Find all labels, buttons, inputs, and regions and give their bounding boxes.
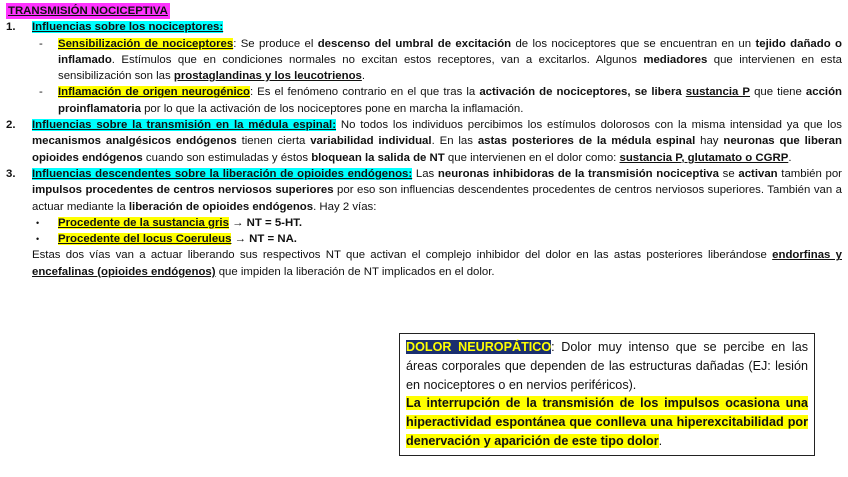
text: . (788, 151, 792, 164)
bold-text: bloquean la salida de NT (311, 151, 445, 164)
bold-text: astas posteriores de la médula espinal (477, 135, 696, 148)
item-2-heading: Influencias sobre la transmisión en la médula espinal: (32, 119, 337, 132)
text: por lo que la activación de los nociceptores pone en marcha la inflamación. (140, 102, 524, 115)
bold-underlined-text: sustancia P, glutamato o CGRP (619, 151, 789, 164)
bold-text: acción proinflamatoria (58, 86, 843, 115)
box-highlight: La interrupción de la transmisión de los impulsos ocasiona una hiperactividad espontánea que conlleva una hiperexcitabilidad por denervación y aparición de este tipo dolor (406, 396, 808, 448)
text: cuando son estimuladas y éstos (142, 151, 312, 164)
via-text: → NT = NA. (231, 233, 297, 246)
text: : Es el fenómeno contrario en el que tras la (249, 86, 480, 99)
box-text: : Dolor muy intenso que se percibe en las áreas corporales que dependen de las estructuras dañadas (EJ: lesión en nociceptores o en nervios periféricos). (406, 340, 808, 392)
text: : Se produce el (233, 37, 318, 50)
bullet-marker: • (36, 217, 40, 228)
item-3-number: 3. (6, 167, 16, 180)
text: por eso son influencias descendentes procedentes de centros nerviosos superiores. También van a actuar mediante la (32, 184, 842, 213)
neuropathic-pain-box (399, 333, 815, 456)
text: de los nociceptores que se encuentran en un (511, 37, 756, 50)
text: . (361, 70, 366, 83)
via-text: → NT = 5-HT. (228, 216, 303, 229)
text: que intervienen en el dolor como: (444, 151, 620, 164)
page-title: TRANSMISIÓN NOCICEPTIVA (6, 3, 170, 19)
text: . Hay 2 vías: (313, 200, 377, 213)
text: . Estímulos que en condiciones normales no excitan estos receptores, van a excitarlos. Algunos (111, 53, 644, 66)
text: que tiene (750, 86, 806, 99)
sub-heading: Sensibilización de nociceptores (58, 37, 234, 50)
item-3-closing-paragraph (6, 247, 842, 280)
text: Las (412, 167, 438, 180)
text: . En las (431, 135, 478, 148)
sub-heading: Inflamación de origen neurogénico (58, 86, 250, 99)
bold-text: variabilidad individual (310, 135, 432, 148)
via-heading: Procedente del locus Coeruleus (58, 233, 232, 246)
text: No todos los individuos percibimos los estímulos dolorosos con la misma intensidad ya que los (336, 119, 842, 132)
text: tienen cierta (236, 135, 311, 148)
text: que impiden la liberación de NT implicados en el dolor. (215, 265, 495, 278)
item-2-number: 2. (6, 119, 16, 132)
item-1-number: 1. (6, 21, 16, 34)
bold-text: neuronas inhibidoras de la transmisión nociceptiva (437, 167, 719, 180)
text: que intervienen en esta sensibilización son las (58, 53, 842, 83)
bold-text: neuronas que liberan opioides endógenos (32, 135, 842, 164)
item-3 (6, 166, 842, 215)
bold-text: mediadores (643, 53, 708, 66)
bold-underlined-text: endorfinas y encefalinas (opioides endógenos) (32, 249, 842, 278)
text: hay (695, 135, 724, 148)
bold-text: descenso del umbral de excitación (317, 37, 512, 50)
item-1-sub-2 (6, 84, 842, 117)
box-end: . (658, 433, 663, 448)
bold-text: liberación de opioides endógenos (128, 200, 314, 213)
text: Estas dos vías van a actuar liberando sus respectivos NT que activan el complejo inhibidor del dolor en las astas posteriores liberándose (32, 249, 773, 262)
bold-text: activación de nociceptores, se libera (479, 86, 686, 99)
text: se (718, 167, 739, 180)
item-1-heading: Influencias sobre los nociceptores: (32, 21, 224, 34)
dash-marker: - (39, 86, 43, 99)
item-3-heading: Influencias descendentes sobre la liberación de opioides endógenos: (32, 167, 413, 180)
bold-text: mecanismos analgésicos endógenos (32, 135, 237, 148)
item-2 (6, 117, 842, 166)
document (6, 3, 842, 280)
dash-marker: - (39, 37, 43, 50)
via-heading: Procedente de la sustancia gris (58, 216, 229, 229)
via-1 (6, 215, 842, 231)
via-2 (6, 231, 842, 247)
bold-text: tejido dañado o inflamado (58, 37, 842, 66)
bullet-marker: • (36, 234, 40, 245)
bold-underlined-text: sustancia P (685, 86, 751, 99)
bold-underlined-text: prostaglandinas y los leucotrienos (173, 70, 362, 83)
bold-text: activan (738, 167, 778, 180)
item-1-sub-1 (6, 36, 842, 85)
bold-text: impulsos procedentes de centros nerviosos superiores (32, 184, 334, 197)
box-heading: DOLOR NEUROPÁTICO (406, 340, 552, 354)
item-1 (6, 19, 842, 35)
text: también por (777, 167, 842, 180)
